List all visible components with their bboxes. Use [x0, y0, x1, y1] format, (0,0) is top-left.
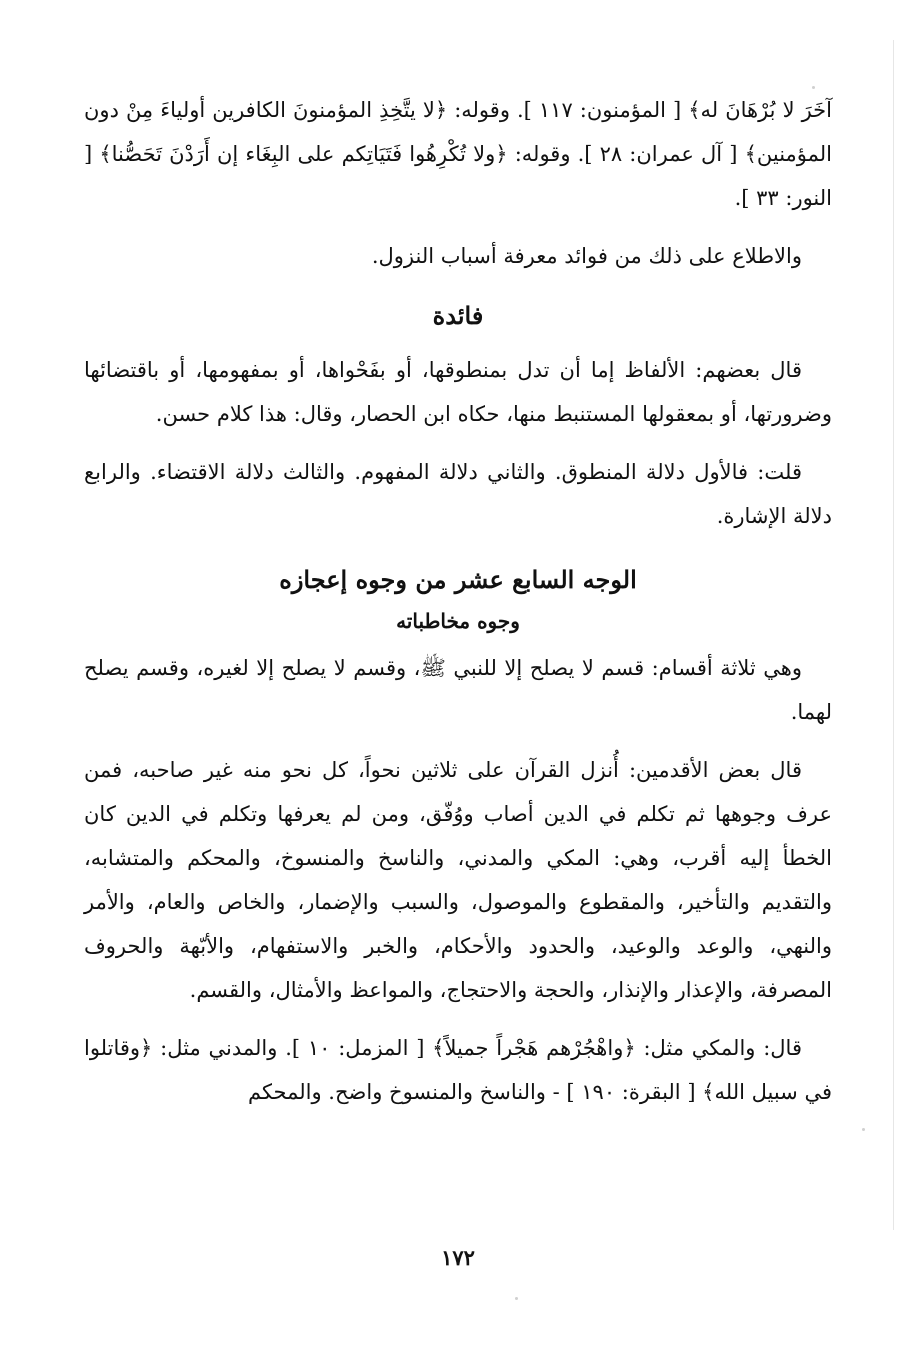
scan-speck [515, 1297, 518, 1300]
scan-speck [862, 1128, 865, 1131]
paragraph-asbab-nuzul: والاطلاع على ذلك من فوائد معرفة أسباب النزول. [371, 244, 802, 268]
section-subtitle: وجوه مخاطباته [396, 609, 520, 633]
scan-speck [812, 86, 815, 89]
paragraph-three-sections: وهي ثلاثة أقسام: قسم لا يصلح إلا للنبي ﷺ، وقسم لا يصلح إلا لغيره، وقسم يصلح لهما. [84, 656, 832, 724]
paragraph-dalala-types: قلت: فالأول دلالة المنطوق. والثاني دلالة المفهوم. والثالث دلالة الاقتضاء. والرابع دلالة الإشارة. [84, 460, 832, 528]
paragraph-verses-continued: آخَرَ لا بُرْهَانَ له﴾ [ المؤمنون: ١١٧ ]. وقوله: ﴿لا يتَّخِذِ المؤمنونَ الكافرين أولياءَ مِنْ دون المؤمنين﴾ [ آل عمران: ٢٨ ]. وقوله: ﴿ولا تُكْرِهُوا فَتَيَاتِكم على البِغَاء إن أَرَدْنَ تَحَصُّنا﴾ [ النور: ٣٣ ]. [84, 98, 832, 210]
paragraph-thirty-aspects: قال بعض الأقدمين: أُنزل القرآن على ثلاثين نحواً، كل نحو منه غير صاحبه، فمن عرف وجوهها ثم تكلم في الدين أصاب ووُفّق، ومن لم يعرفها وتكلم في الدين كان الخطأ إليه أقرب، وهي: المكي والمدني، والناسخ والمنسوخ، والمحكم والمتشابه، والتقديم والتأخير، والمقطوع والموصول، والسبب والإضمار، والخاص والعام، والأمر والنهي، والوعد والوعيد، والحدود والأحكام، والخبر والاستفهام، والأبّهة والحروف المصرفة، والإعذار والإنذار، والحجة والاحتجاج، والمواعظ والأمثال، والقسم. [84, 758, 832, 1002]
section-title: الوجه السابع عشر من وجوه إعجازه [279, 565, 637, 594]
paragraph-alfaz-dalala: قال بعضهم: الألفاظ إما أن تدل بمنطوقها، أو بفَحْواها، أو بمفهومها، أو باقتضائها وضرورتها، أو بمعقولها المستنبط منها، حكاه ابن الحصار، وقال: هذا كلام حسن. [84, 358, 832, 426]
page-number: ١٧٢ [441, 1245, 475, 1270]
scan-edge-line [893, 40, 894, 1230]
heading-faida: فائدة [432, 301, 484, 330]
paragraph-makki-madani: قال: والمكي مثل: ﴿واهْجُرْهم هَجْراً جميلاً﴾ [ المزمل: ١٠ ]. والمدني مثل: ﴿وقاتلوا في سبيل الله﴾ [ البقرة: ١٩٠ ] - والناسخ والمنسوخ واضح. والمحكم [84, 1036, 832, 1104]
